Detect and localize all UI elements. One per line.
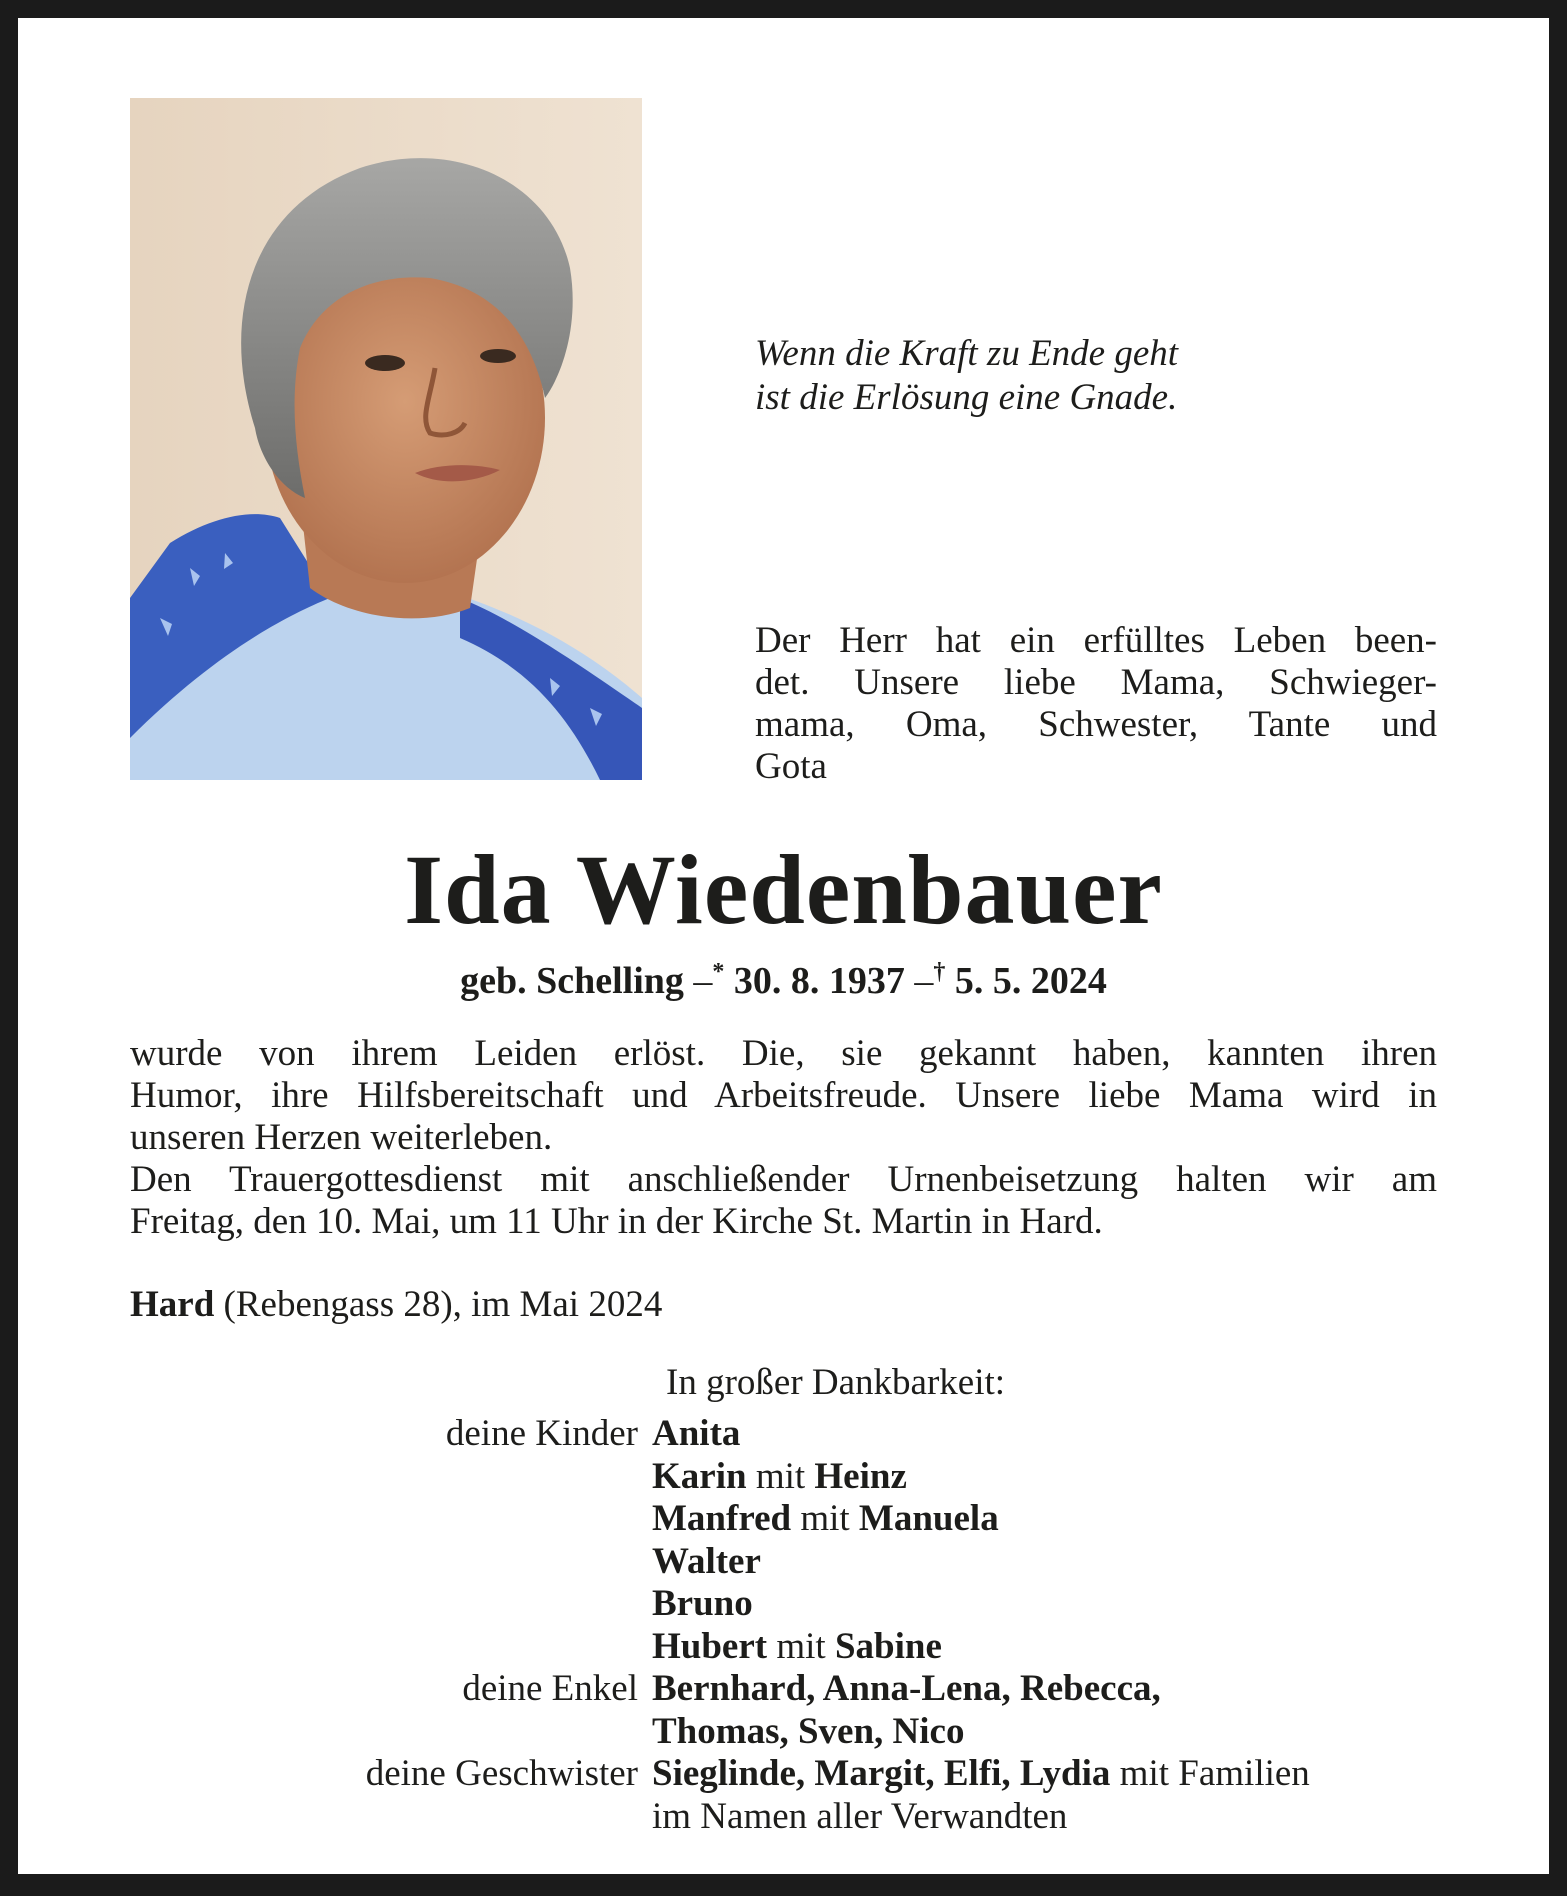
- mourner-name: Manfred: [652, 1498, 792, 1539]
- mourner-names: Thomas, Sven, Nico: [652, 1710, 965, 1752]
- role-label-kinder: deine Kinder: [445, 1413, 638, 1454]
- thanks-line: In großer Dankbarkeit:: [666, 1362, 1006, 1403]
- birth-date: 30. 8. 1937: [733, 960, 905, 1002]
- list-item: [130, 1753, 1437, 1796]
- intro-line-1: Der Herr hat ein erfülltes Leben been-: [755, 620, 1437, 661]
- mourner-name: Sabine: [834, 1625, 942, 1667]
- intro-line-3: mama, Oma, Schwester, Tante und: [755, 704, 1437, 745]
- closing-line: im Namen aller Verwandten: [652, 1795, 1068, 1837]
- list-item: [130, 1583, 1437, 1626]
- body-line-2: Humor, ihre Hilfsbereitschaft und Arbeitsfreude. Unsere liebe Mama wird in: [130, 1075, 1437, 1116]
- body-line-1: wurde von ihrem Leiden erlöst. Die, sie gekannt haben, kannten ihren: [130, 1033, 1437, 1074]
- mourner-name: Heinz: [814, 1455, 907, 1497]
- list-item: [130, 1796, 1437, 1839]
- list-item: [130, 1456, 1437, 1499]
- portrait-illustration: [130, 98, 642, 780]
- dash: –: [914, 960, 934, 1002]
- intro-paragraph: [755, 620, 1437, 788]
- intro-line-4: Gota: [755, 746, 827, 787]
- motto-line-2: ist die Erlösung eine Gnade.: [755, 377, 1178, 418]
- body-line-3: unseren Herzen weiterleben.: [130, 1117, 553, 1158]
- with-word: mit: [791, 1498, 859, 1539]
- role-label-enkel: deine Enkel: [462, 1668, 638, 1709]
- body-paragraph: [130, 1033, 1437, 1243]
- mourner-names: Sieglinde, Margit, Elfi, Lydia: [652, 1753, 1111, 1794]
- deceased-name: Ida Wiedenbauer: [404, 834, 1163, 945]
- death-date: 5. 5. 2024: [954, 960, 1107, 1002]
- mourner-name: Walter: [652, 1540, 761, 1582]
- body-line-4: Den Trauergottesdienst mit anschließender Urnenbeisetzung halten wir am: [130, 1159, 1437, 1200]
- address-and-date: (Rebengass 28), im Mai 2024: [214, 1284, 663, 1325]
- birth-death-line: [0, 958, 1567, 1004]
- motto-quote: [755, 332, 1178, 420]
- birth-star-symbol: *: [712, 959, 725, 985]
- portrait-photo: [130, 98, 642, 780]
- mourner-name: Karin: [652, 1455, 747, 1497]
- list-item: [130, 1668, 1437, 1711]
- list-item: [130, 1626, 1437, 1669]
- maiden-name: geb. Schelling: [460, 960, 684, 1002]
- role-label-geschwister: deine Geschwister: [365, 1753, 638, 1794]
- death-cross-symbol: †: [933, 959, 946, 985]
- intro-line-2: det. Unsere liebe Mama, Schwieger-: [755, 662, 1437, 703]
- with-word: mit: [746, 1455, 815, 1497]
- mourner-name: Bruno: [652, 1583, 753, 1624]
- place-and-date: [130, 1283, 662, 1327]
- with-word: mit: [767, 1625, 835, 1667]
- list-item: [130, 1413, 1437, 1456]
- body-line-5: Freitag, den 10. Mai, um 11 Uhr in der Kirche St. Martin in Hard.: [130, 1201, 1103, 1242]
- mourner-name: Manuela: [858, 1498, 999, 1539]
- town-name: Hard: [130, 1284, 215, 1325]
- with-families: mit Familien: [1110, 1753, 1310, 1794]
- mourner-names: Bernhard, Anna-Lena, Rebecca,: [652, 1668, 1161, 1709]
- mourners-list: [130, 1413, 1437, 1838]
- mourner-name: Hubert: [652, 1625, 768, 1667]
- list-item: [130, 1541, 1437, 1584]
- mourner-name: Anita: [652, 1413, 741, 1454]
- motto-line-1: Wenn die Kraft zu Ende geht: [755, 333, 1179, 374]
- dash: –: [693, 960, 713, 1002]
- list-item: [130, 1711, 1437, 1754]
- list-item: [130, 1498, 1437, 1541]
